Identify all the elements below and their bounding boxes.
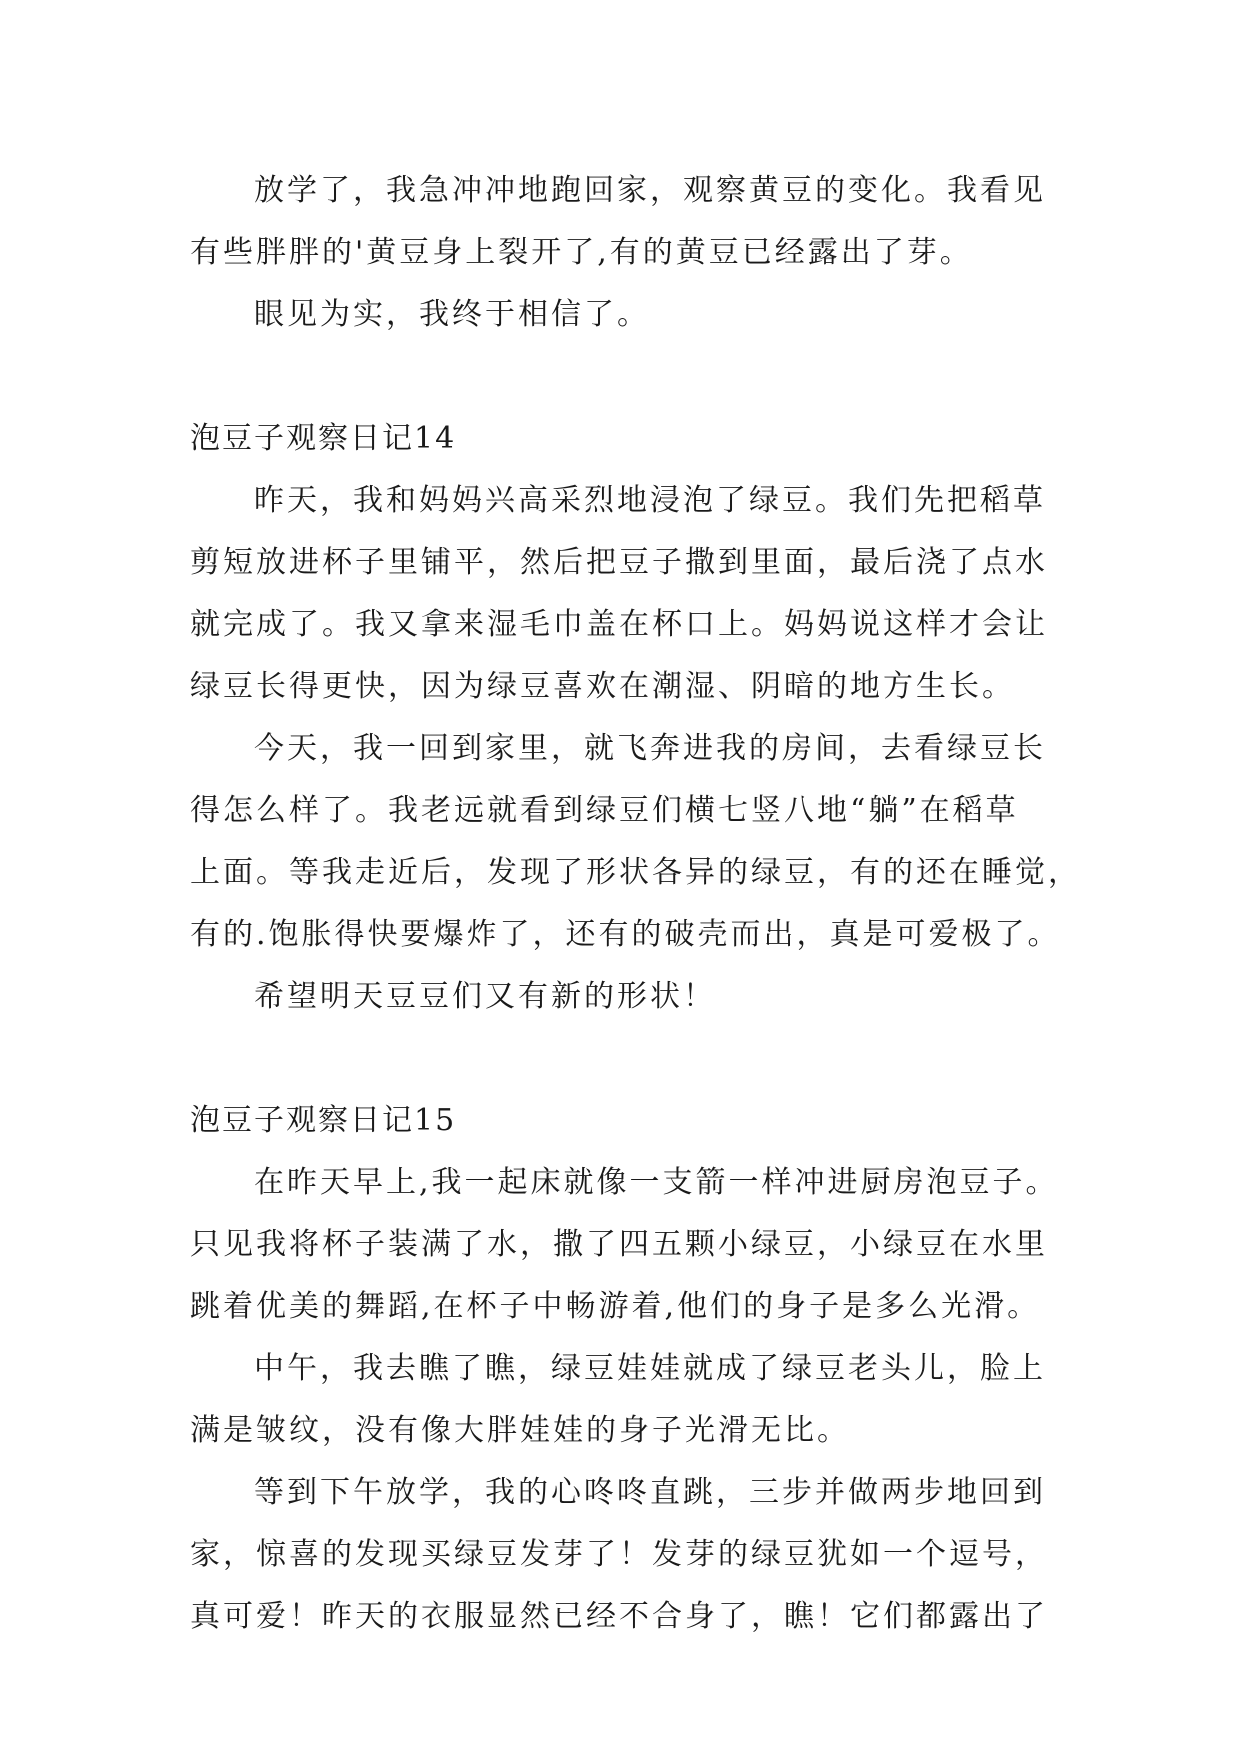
paragraph-line: 满是皱纹，没有像大胖娃娃的身子光滑无比。 <box>190 1413 850 1448</box>
paragraph-line: 有些胖胖的'黄豆身上裂开了,有的黄豆已经露出了芽。 <box>190 235 973 270</box>
section-title: 泡豆子观察日记15 <box>190 1103 457 1138</box>
paragraph-line: 得怎么样了。我老远就看到绿豆们横七竖八地“躺”在稻草 <box>190 793 1019 828</box>
paragraph-line: 眼见为实，我终于相信了。 <box>254 297 650 332</box>
paragraph-line: 跳着优美的舞蹈,在杯子中畅游着,他们的身子是多么光滑。 <box>190 1289 1041 1324</box>
paragraph-line: 放学了，我急冲冲地跑回家，观察黄豆的变化。我看见 <box>254 173 1046 208</box>
paragraph-line: 在昨天早上,我一起床就像一支箭一样冲进厨房泡豆子。 <box>254 1165 1059 1200</box>
paragraph-line: 就完成了。我又拿来湿毛巾盖在杯口上。妈妈说这样才会让 <box>190 607 1048 642</box>
paragraph-line: 家，惊喜的发现买绿豆发芽了！发芽的绿豆犹如一个逗号， <box>190 1537 1048 1572</box>
paragraph-line: 等到下午放学，我的心咚咚直跳，三步并做两步地回到 <box>254 1475 1046 1510</box>
paragraph-line: 希望明天豆豆们又有新的形状！ <box>254 979 716 1014</box>
paragraph-line: 绿豆长得更快，因为绿豆喜欢在潮湿、阴暗的地方生长。 <box>190 669 1015 704</box>
paragraph-line: 只见我将杯子装满了水，撒了四五颗小绿豆，小绿豆在水里 <box>190 1227 1048 1262</box>
paragraph-line: 有的.饱胀得快要爆炸了，还有的破壳而出，真是可爱极了。 <box>190 917 1061 952</box>
document-body <box>190 160 1081 1648</box>
paragraph-line: 中午，我去瞧了瞧，绿豆娃娃就成了绿豆老头儿，脸上 <box>254 1351 1046 1386</box>
section-gap <box>190 1028 1070 1090</box>
section-title: 泡豆子观察日记14 <box>190 421 457 456</box>
paragraph-line: 真可爱！昨天的衣服显然已经不合身了，瞧！它们都露出了 <box>190 1599 1048 1634</box>
paragraph-line: 今天，我一回到家里，就飞奔进我的房间，去看绿豆长 <box>254 731 1046 766</box>
paragraph-line: 剪短放进杯子里铺平，然后把豆子撒到里面，最后浇了点水 <box>190 545 1048 580</box>
paragraph-line: 昨天，我和妈妈兴高采烈地浸泡了绿豆。我们先把稻草 <box>254 483 1046 518</box>
paragraph-line: 上面。等我走近后，发现了形状各异的绿豆，有的还在睡觉， <box>190 855 1081 890</box>
section-gap <box>190 346 1070 408</box>
